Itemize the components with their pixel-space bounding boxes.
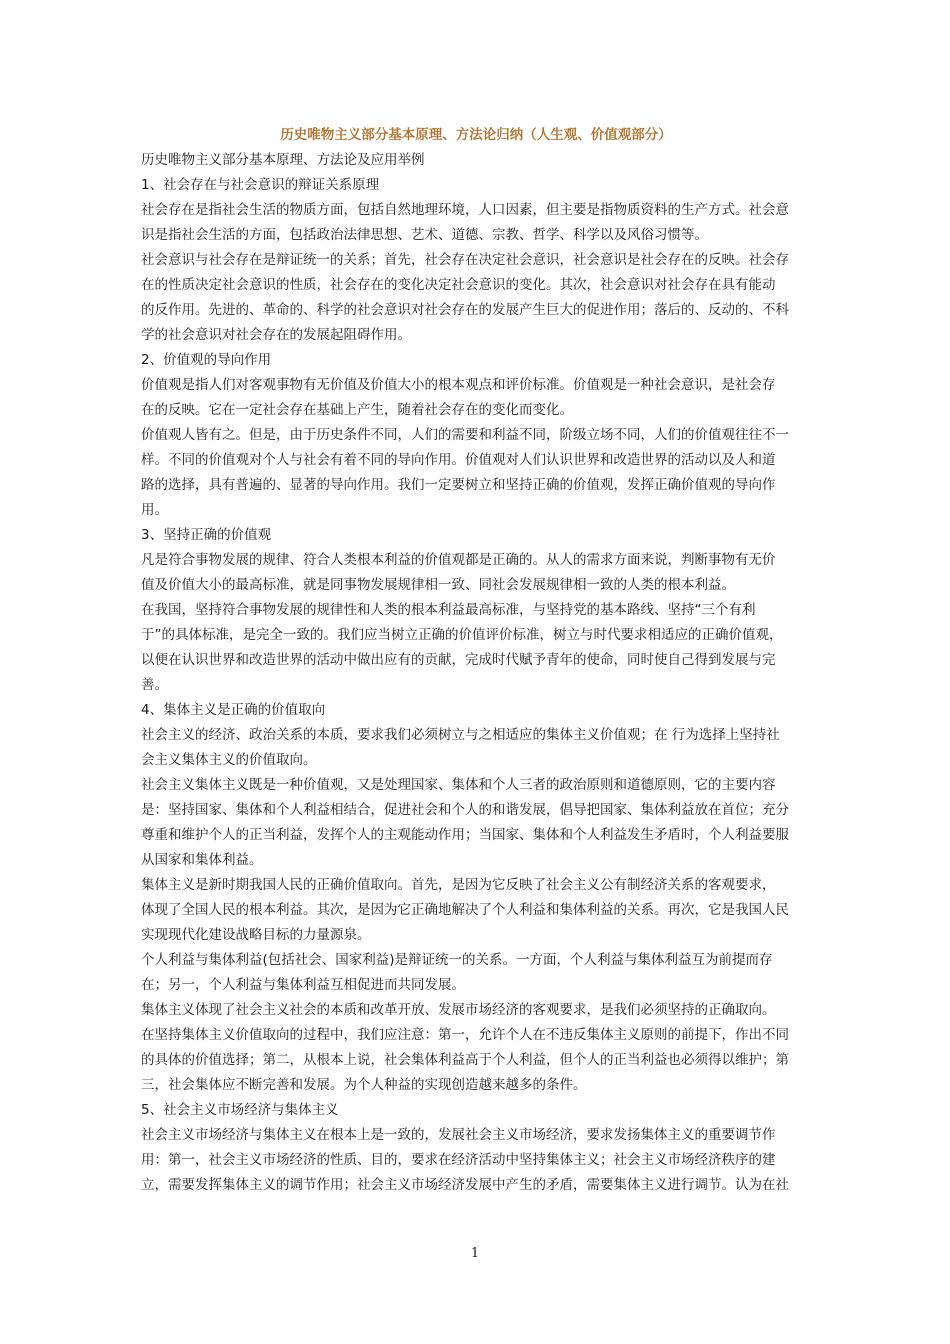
text-line: 实现现代化建设战略目标的力量源泉。 xyxy=(141,927,371,943)
text-line: 路的选择，具有普遍的、显著的导向作用。我们一定要树立和坚持正确的价值观，发挥正确价值观的导向作 xyxy=(141,477,776,493)
text-line: 于”的具体标准，是完全一致的。我们应当树立正确的价值评价标准，树立与时代要求相适应的正确价值观， xyxy=(141,627,783,643)
page-content xyxy=(141,123,811,1198)
text-line: 样。不同的价值观对个人与社会有着不同的导向作用。价值观对人们认识世界和改造世界的活动以及人和道 xyxy=(141,452,776,468)
text-line: 的具体的价值选择；第二，从根本上说，社会集体利益高于个人利益，但个人的正当利益也必须得以维护；第 xyxy=(141,1052,789,1068)
text-line: 社会意识与社会存在是辩证统一的关系；首先，社会存在决定社会意识，社会意识是社会存在的反映。社会存 xyxy=(141,252,789,268)
text-line: 以便在认识世界和改造世界的活动中做出应有的贡献，完成时代赋予青年的使命，同时使自己得到发展与完 xyxy=(141,652,776,668)
text-line: 学的社会意识对社会存在的发展起阻碍作用。 xyxy=(141,327,411,343)
text-line: 三，社会集体应不断完善和发展。为个人种益的实现创造越来越多的条件。 xyxy=(141,1077,587,1093)
text-line: 个人利益与集体利益(包括社会、国家利益)是辩证统一的关系。一方面，个人利益与集体利益互为前提而存 xyxy=(141,952,773,968)
text-line: 社会主义的经济、政治关系的本质，要求我们必须树立与之相适应的集体主义价值观；在 行为选择上坚持社 xyxy=(141,727,780,743)
text-line: 从国家和集体利益。 xyxy=(141,852,263,868)
text-line: 在坚持集体主义价值取向的过程中，我们应注意：第一，允许个人在不违反集体主义原则的前提下，作出不同 xyxy=(141,1027,789,1043)
text-line: 在；另一，个人利益与集体利益互相促进而共同发展。 xyxy=(141,977,465,993)
text-line: 在的性质决定社会意识的性质，社会存在的变化决定社会意识的变化。其次，社会意识对社会存在具有能动 xyxy=(141,277,776,293)
section-heading: 历史唯物主义部分基本原理、方法论及应用举例 xyxy=(141,152,425,168)
section-heading: 3、坚持正确的价值观 xyxy=(141,527,272,543)
page-number: 1 xyxy=(470,1246,480,1261)
text-line: 用。 xyxy=(141,502,168,518)
section-heading: 2、价值观的导向作用 xyxy=(141,352,272,368)
section-heading: 5、社会主义市场经济与集体主义 xyxy=(141,1102,339,1118)
section-heading: 1、社会存在与社会意识的辩证关系原理 xyxy=(141,177,380,193)
text-line: 尊重和维护个人的正当利益，发挥个人的主观能动作用；当国家、集体和个人利益发生矛盾时，个人利益要服 xyxy=(141,827,789,843)
text-line: 社会存在是指社会生活的物质方面，包括自然地理环境，人口因素，但主要是指物质资料的生产方式。社会意 xyxy=(141,202,789,218)
text-line: 的反作用。先进的、革命的、科学的社会意识对社会存在的发展产生巨大的促进作用；落后的、反动的、不科 xyxy=(141,302,789,318)
text-line: 凡是符合事物发展的规律、符合人类根本利益的价值观都是正确的。从人的需求方面来说，判断事物有无价 xyxy=(141,552,776,568)
document-title: 历史唯物主义部分基本原理、方法论归纳（人生观、价值观部分） xyxy=(280,127,672,143)
text-line: 在我国，坚持符合事物发展的规律性和人类的根本利益最高标准，与坚持党的基本路线、坚持“三个有利 xyxy=(141,602,756,618)
text-line: 集体主义是新时期我国人民的正确价值取向。首先，是因为它反映了社会主义公有制经济关系的客观要求， xyxy=(141,877,776,893)
text-line: 集体主义体现了社会主义社会的本质和改革开放、发展市场经济的客观要求，是我们必须坚持的正确取向。 xyxy=(141,1002,776,1018)
text-line: 善。 xyxy=(141,677,168,693)
text-line: 社会主义市场经济与集体主义在根本上是一致的，发展社会主义市场经济，要求发扬集体主义的重要调节作 xyxy=(141,1127,776,1143)
text-line: 会主义集体主义的价值取向。 xyxy=(141,752,317,768)
text-line: 社会主义集体主义既是一种价值观，又是处理国家、集体和个人三者的政治原则和道德原则，它的主要内容 xyxy=(141,777,776,793)
text-line: 体现了全国人民的根本利益。其次，是因为它正确地解决了个人利益和集体利益的关系。再次，它是我国人民 xyxy=(141,902,789,918)
body-lines xyxy=(141,148,811,1198)
text-line: 在的反映。它在一定社会存在基础上产生，随着社会存在的变化而变化。 xyxy=(141,402,573,418)
section-heading: 4、集体主义是正确的价值取向 xyxy=(141,702,326,718)
text-line: 用：第一，社会主义市场经济的性质、目的，要求在经济活动中坚持集体主义；社会主义市场经济秩序的建 xyxy=(141,1152,776,1168)
text-line: 值及价值大小的最高标准，就是同事物发展规律相一致、同社会发展规律相一致的人类的根本利益。 xyxy=(141,577,735,593)
text-line: 立，需要发挥集体主义的调节作用；社会主义市场经济发展中产生的矛盾，需要集体主义进行调节。认为在社 xyxy=(141,1177,789,1193)
text-line: 价值观人皆有之。但是，由于历史条件不同，人们的需要和利益不同，阶级立场不同，人们的价值观往往不一 xyxy=(141,427,789,443)
text-line: 识是指社会生活的方面，包括政治法律思想、艺术、道德、宗教、哲学、科学以及风俗习惯等。 xyxy=(141,227,708,243)
text-line: 价值观是指人们对客观事物有无价值及价值大小的根本观点和评价标准。价值观是一种社会意识，是社会存 xyxy=(141,377,776,393)
text-line: 是：坚持国家、集体和个人利益相结合，促进社会和个人的和谐发展，倡导把国家、集体利益放在首位；充分 xyxy=(141,802,789,818)
